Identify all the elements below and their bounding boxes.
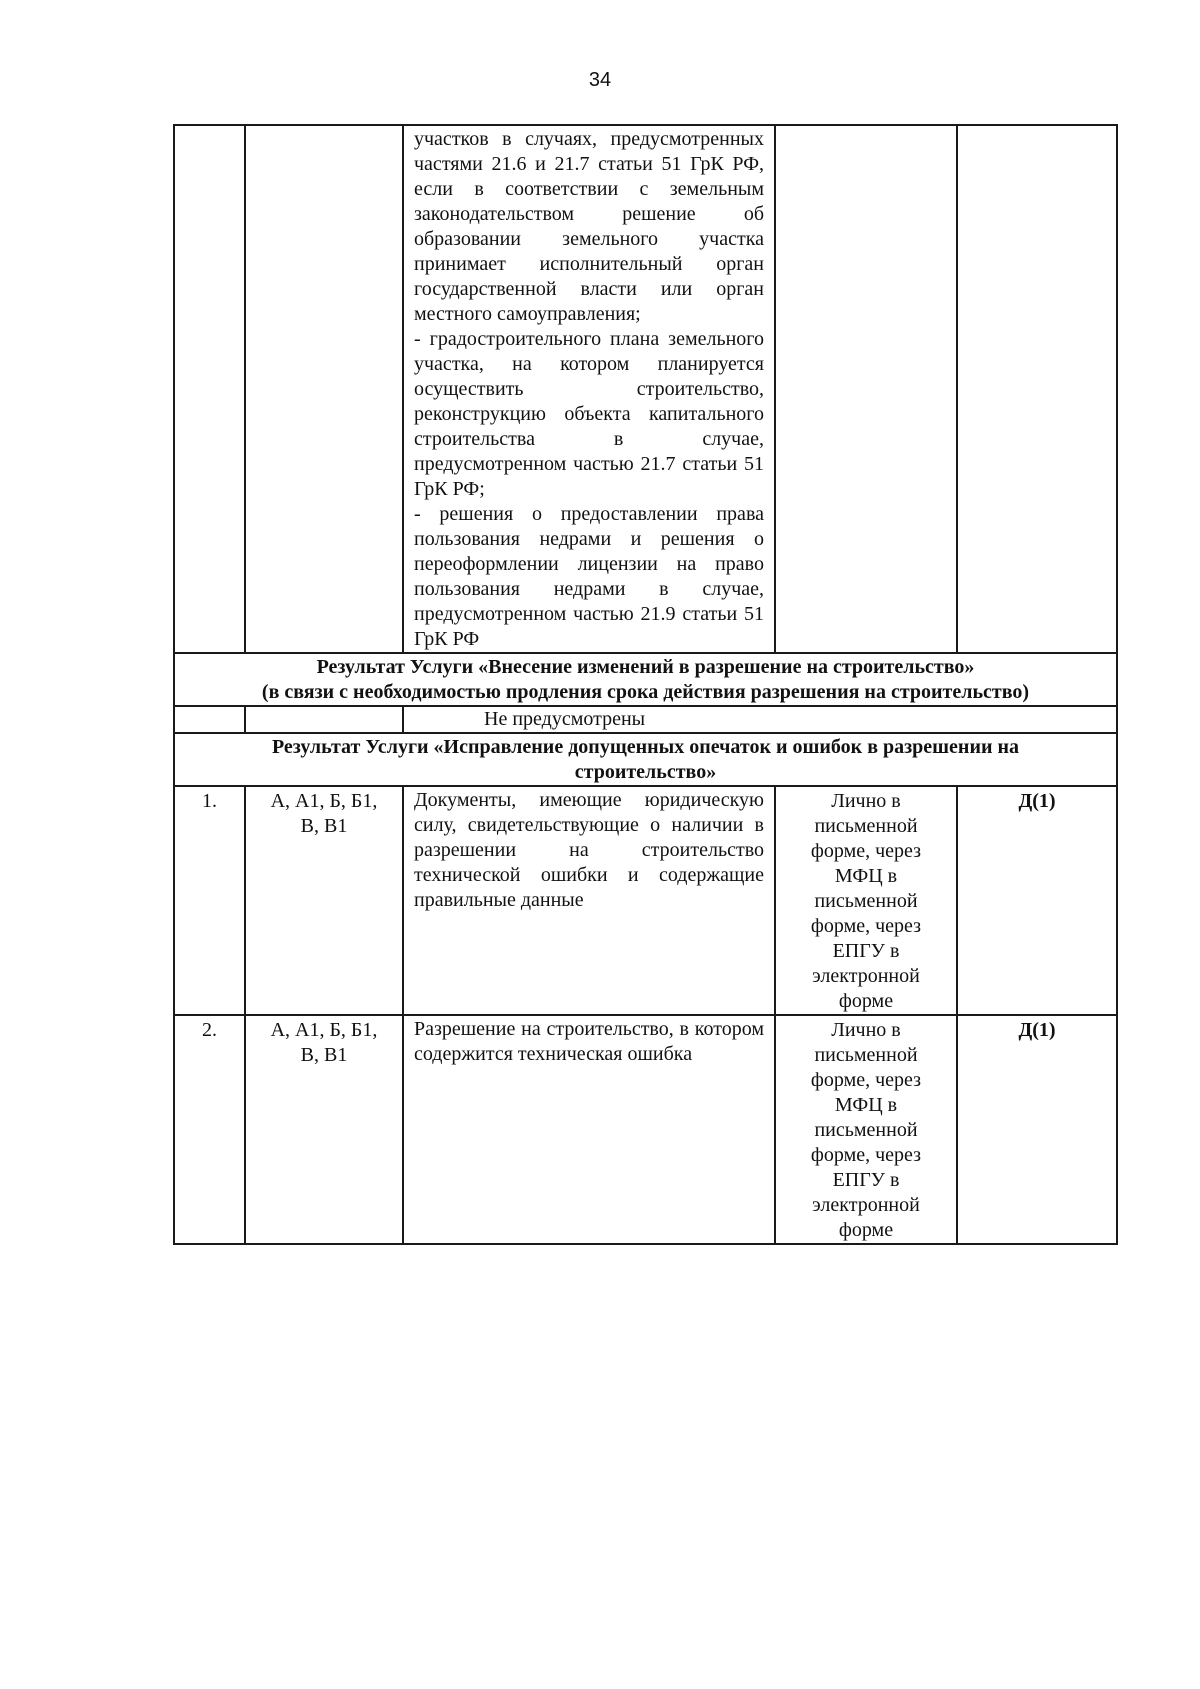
section-heading-extension-line1: Результат Услуги «Внесение изменений в разрешение на строительство» [316,656,975,678]
row-method-line: форме [838,990,894,1012]
section-heading-correction [174,733,1117,786]
row-method-line: письменной [814,1119,918,1141]
row-method [775,1015,957,1244]
not-provided-applicants-cell [245,706,403,733]
row-method-line: электронной [812,965,920,987]
row-applicants-line1: А, А1, Б, Б1, [270,1019,378,1041]
row-method-line: ЕПГУ в [832,940,900,962]
row-method-line: Лично в [831,790,901,812]
row-document: Разрешение на строительство, в котором содержится техническая ошибка [403,1015,775,1244]
documents-table [173,124,1118,1245]
row-applicants-line2: В, В1 [300,815,348,837]
row-method-line: письменной [814,815,918,837]
section-heading-correction-row [174,733,1117,786]
row-method-line: МФЦ в [834,865,898,887]
row-method-line: электронной [812,1194,920,1216]
row-number: 2. [174,1015,245,1244]
row-applicants-line1: А, А1, Б, Б1, [270,790,378,812]
row-method-line: ЕПГУ в [832,1169,900,1191]
section-heading-extension-row [174,653,1117,706]
row-method-line: письменной [814,1044,918,1066]
row-method-line: форме, через [810,915,922,937]
continuation-item-gpzu: - градостроительного плана земельного участка, на котором планируется осуществить строительство, реконструкцию объекта капитального строительства в случае, предусмотренном частью 21.7 статьи 51 ГрК РФ; [414,328,764,500]
continuation-applicants-cell [245,125,403,653]
row-method-line: форме, через [810,1144,922,1166]
row-applicants [245,786,403,1015]
not-provided-cell [403,706,1117,733]
row-method-line: МФЦ в [834,1094,898,1116]
section-heading-correction-line1: Результат Услуги «Исправление допущенных опечаток и ошибок в разрешении на [271,736,1020,758]
continuation-item-nedra: - решения о предоставлении права пользования недрами и решения о переоформлении лицензии на право пользования недрами в случае, предусмотренном частью 21.9 статьи 51 ГрК РФ [414,503,764,650]
continuation-num-cell [174,125,245,653]
table-row [174,1015,1117,1244]
row-number: 1. [174,786,245,1015]
row-method-line: форме [838,1219,894,1241]
row-method-line: форме, через [810,1069,922,1091]
continuation-row [174,125,1117,653]
row-code: Д(1) [957,786,1117,1015]
not-provided-row [174,706,1117,733]
continuation-method-cell [775,125,957,653]
continuation-text: участков в случаях, предусмотренных частями 21.6 и 21.7 статьи 51 ГрК РФ, если в соответствии с земельным законодательством решение об образовании земельного участка принимает исполнительный орган государственной власти или орган местного самоуправления; [414,128,764,325]
row-code: Д(1) [957,1015,1117,1244]
row-method-line: Лично в [831,1019,901,1041]
continuation-document-cell [403,125,775,653]
row-document: Документы, имеющие юридическую силу, свидетельствующие о наличии в разрешении на строительство технической ошибки и содержащие правильные данные [403,786,775,1015]
section-heading-extension [174,653,1117,706]
row-applicants-line2: В, В1 [300,1044,348,1066]
section-heading-extension-line2: (в связи с необходимостью продления срока действия разрешения на строительство) [261,681,1030,703]
section-heading-correction-line2: строительство» [574,761,717,783]
not-provided-num-cell [174,706,245,733]
table-row [174,786,1117,1015]
row-method-line: письменной [814,890,918,912]
page-number: 34 [588,69,612,91]
row-method-line: форме, через [810,840,922,862]
continuation-code-cell [957,125,1117,653]
row-applicants [245,1015,403,1244]
row-method [775,786,957,1015]
not-provided-text: Не предусмотрены [484,708,646,730]
